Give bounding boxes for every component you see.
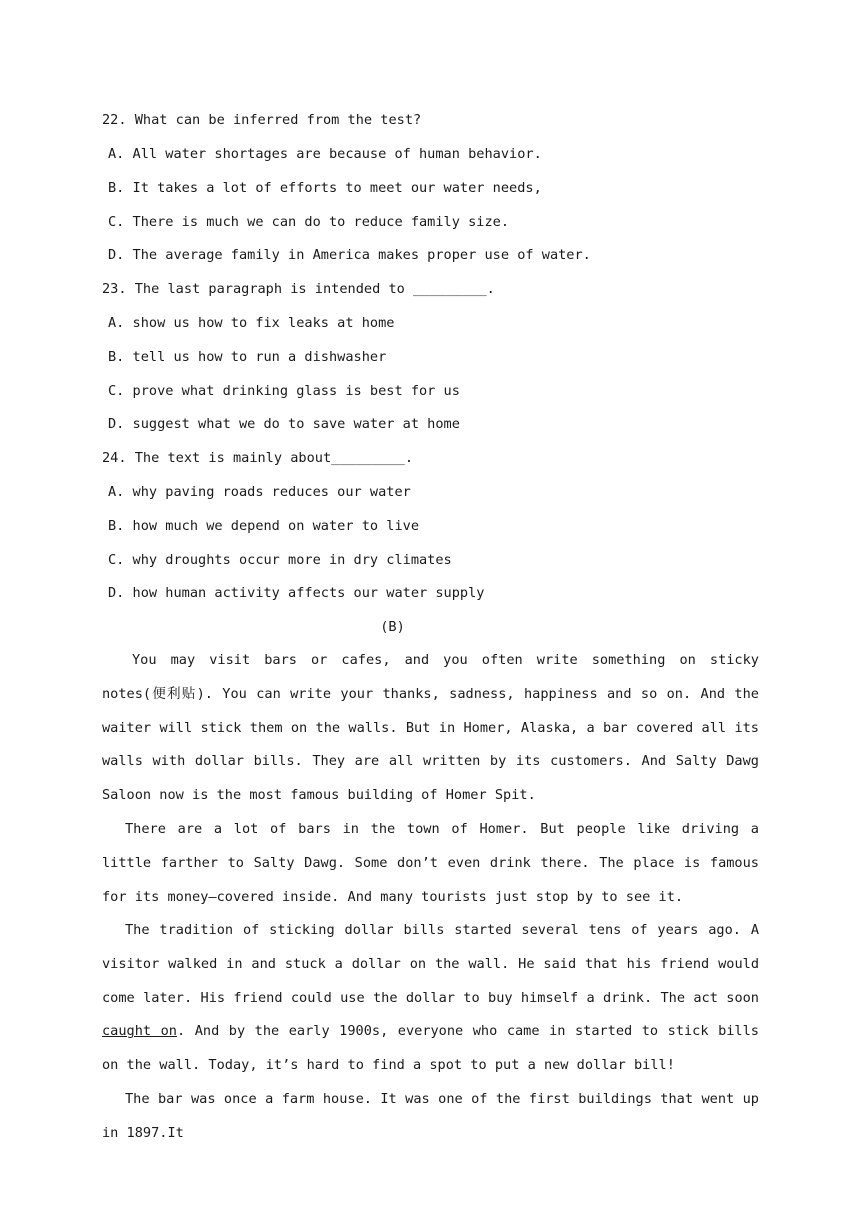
question-23-stem: 23. The last paragraph is intended to _________. <box>102 281 495 297</box>
paragraph-3-text-start: The tradition of sticking dollar bills started several tens of years ago. A visitor walked in and stuck a dollar on the wall. He said that his friend would come later. His friend could use the dollar to buy himself a drink. The act soon <box>102 922 759 1006</box>
section-heading: (B) <box>380 619 405 635</box>
passage-paragraph-1: You may visit bars or cafes, and you often write something on sticky notes(便利贴). You can write your thanks, sadness, happiness and so on. And the waiter will stick them on the walls. But in Homer, Alaska, a bar covered all its walls with dollar bills. They are all written by its customers. And Salty Dawg Saloon now is the most famous building of Homer Spit. <box>102 652 759 804</box>
question-22-option-c: C. There is much we can do to reduce family size. <box>108 214 510 230</box>
question-24-stem: 24. The text is mainly about_________. <box>102 450 413 466</box>
question-22-stem: 22. What can be inferred from the test? <box>102 112 422 128</box>
question-24-option-b: B. how much we depend on water to live <box>108 518 419 534</box>
question-22-option-b: B. It takes a lot of efforts to meet our water needs, <box>108 180 542 196</box>
question-24-option-c: C. why droughts occur more in dry climates <box>108 552 452 568</box>
question-22-option-d: D. The average family in America makes proper use of water. <box>108 247 591 263</box>
question-22-option-a: A. All water shortages are because of human behavior. <box>108 146 542 162</box>
question-24-option-d: D. how human activity affects our water supply <box>108 585 485 601</box>
question-23-option-c: C. prove what drinking glass is best for us <box>108 383 460 399</box>
question-23-option-a: A. show us how to fix leaks at home <box>108 315 395 331</box>
question-24-option-a: A. why paving roads reduces our water <box>108 484 411 500</box>
passage-paragraph-2: There are a lot of bars in the town of Homer. But people like driving a little farther to Salty Dawg. Some don’t even drink there. The place is famous for its money—covered inside. And many tourists just stop by to see it. <box>102 821 759 905</box>
paragraph-3-text-end: . And by the early 1900s, everyone who came in started to stick bills on the wall. Today, it’s hard to find a spot to put a new dollar bill! <box>102 1023 759 1074</box>
passage-paragraph-3 <box>102 914 759 1083</box>
question-23-option-b: B. tell us how to run a dishwasher <box>108 349 387 365</box>
question-23-option-d: D. suggest what we do to save water at home <box>108 416 460 432</box>
underlined-phrase: caught on <box>102 1023 177 1040</box>
passage-paragraph-4: The bar was once a farm house. It was one of the first buildings that went up in 1897.It <box>102 1091 759 1141</box>
